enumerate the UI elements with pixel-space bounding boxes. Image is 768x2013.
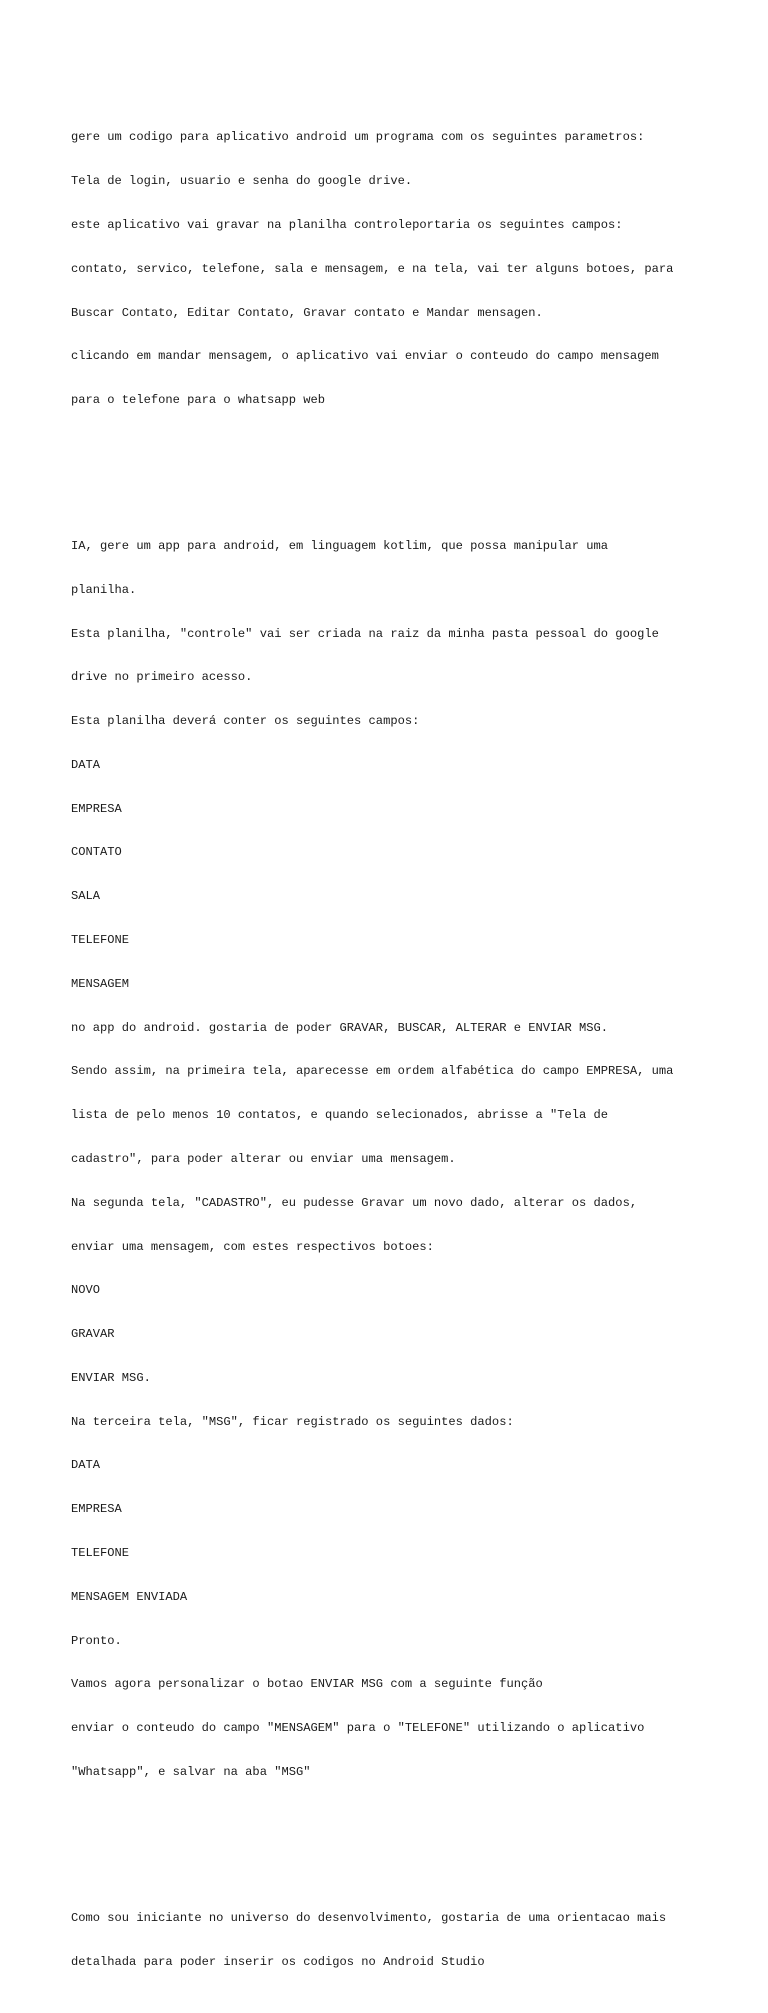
field-list-item: EMPRESA [71,1502,122,1517]
text-line: "Whatsapp", e salvar na aba "MSG" [71,1764,311,1779]
field-list-item: EMPRESA [71,801,122,816]
field-list-item: DATA [71,757,101,772]
text-line: Tela de login, usuario e senha do google drive. [71,174,413,189]
button-list-item: GRAVAR [71,1327,115,1342]
button-list-item: NOVO [71,1283,101,1298]
text-line: IA, gere um app para android, em linguagem kotlim, que possa manipular uma [71,539,609,553]
button-list-item: ENVIAR MSG. [71,1370,151,1385]
text-line: Esta planilha deverá conter os seguintes campos: [71,714,420,729]
field-list-item: TELEFONE [71,933,130,948]
text-line: cadastro", para poder alterar ou enviar uma mensagem. [71,1151,456,1166]
text-line: contato, servico, telefone, sala e mensagem, e na tela, vai ter alguns botoes, para [71,261,674,276]
field-list-item: SALA [71,889,101,904]
blank-line [71,1838,711,1853]
text-line: gere um codigo para aplicativo android um programa com os seguintes parametros: [71,130,645,145]
text-line: drive no primeiro acesso. [71,670,253,685]
text-line: Como sou iniciante no universo do desenvolvimento, gostaria de uma orientacao mais [71,1910,667,1925]
text-line: Vamos agora personalizar o botao ENVIAR MSG com a seguinte função [71,1677,543,1692]
text-line: Na segunda tela, "CADASTRO", eu pudesse Gravar um novo dado, alterar os dados, [71,1195,638,1210]
text-line: Sendo assim, na primeira tela, aparecesse em ordem alfabética do campo EMPRESA, uma [71,1064,674,1079]
paragraph-request-3 [71,1882,711,1999]
text-line: detalhada para poder inserir os codigos no Android Studio [71,1954,485,1969]
field-list-item: MENSAGEM [71,976,130,991]
text-line: clicando em mandar mensagem, o aplicativo vai enviar o conteudo do campo mensagem [71,349,659,364]
paragraph-request-1 [71,101,711,437]
field-list-item: MENSAGEM ENVIADA [71,1589,188,1604]
text-line: enviar uma mensagem, com estes respectivos botoes: [71,1239,434,1254]
text-line: Na terceira tela, "MSG", ficar registrado os seguintes dados: [71,1414,514,1429]
field-list-item: TELEFONE [71,1545,130,1560]
field-list-item: CONTATO [71,845,122,860]
blank-line [71,466,711,481]
field-list-item: DATA [71,1458,101,1473]
document-page [71,72,711,2013]
text-line: Esta planilha, "controle" vai ser criada na raiz da minha pasta pessoal do google [71,626,659,641]
paragraph-request-2 [71,510,711,1809]
text-line: Pronto. [71,1633,122,1648]
text-line: para o telefone para o whatsapp web [71,393,326,408]
text-line: este aplicativo vai gravar na planilha controleportaria os seguintes campos: [71,217,623,232]
text-line: Buscar Contato, Editar Contato, Gravar contato e Mandar mensagen. [71,305,543,320]
text-line: lista de pelo menos 10 contatos, e quando selecionados, abrisse a "Tela de [71,1108,609,1123]
text-line: no app do android. gostaria de poder GRAVAR, BUSCAR, ALTERAR e ENVIAR MSG. [71,1020,609,1035]
text-line: planilha. [71,582,137,597]
text-line: enviar o conteudo do campo "MENSAGEM" para o "TELEFONE" utilizando o aplicativo [71,1721,645,1736]
